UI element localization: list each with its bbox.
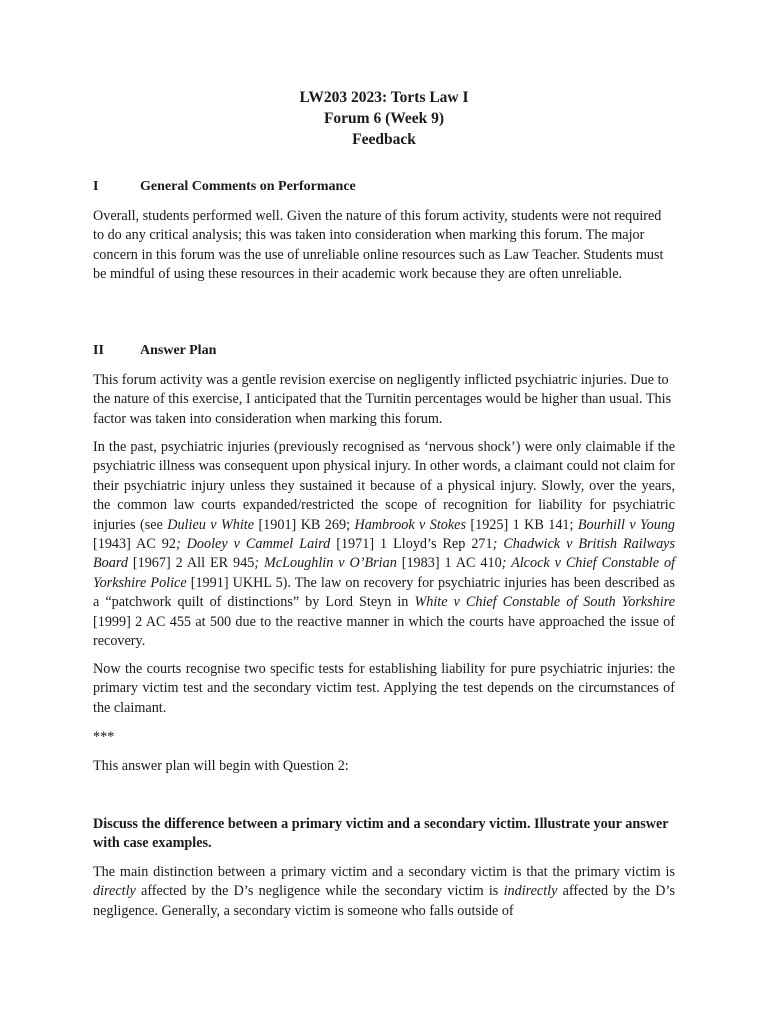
- paragraph-two-tests: Now the courts recognise two specific tests for establishing liability for pure psychiatric injuries: the primary victim test and the secondary victim test. Applying the test depends on the circumstances of the claimant.: [93, 661, 675, 716]
- text-run: [1983] 1 AC 410: [396, 555, 502, 572]
- section-number-2: II: [93, 343, 104, 358]
- paragraph-history: [93, 438, 675, 651]
- paragraph-general-comments: Overall, students performed well. Given the nature of this forum activity, students were not required to do any critical analysis; this was taken into consideration when marking this forum. The major concern in this forum was the use of unreliable online resources such as Law Teacher. Students must be mindful of using these resources in their academic work because they are often unreliable.: [93, 208, 664, 283]
- text-run: [1991] UKHL 5). The law on recovery for psychiatric injuries has been described as a “patchwork quilt of distinctions” by Lord Steyn in: [93, 574, 675, 611]
- case-name: ; Chadwick v British Railways Board: [93, 536, 676, 572]
- case-name: ; Alcock v Chief Constable of Yorkshire Police: [93, 555, 676, 591]
- emphasis-directly: directly: [93, 883, 136, 900]
- paragraph-begin-question: This answer plan will begin with Question 2:: [93, 758, 349, 774]
- text-run: [1967] 2 All ER 945: [127, 555, 255, 572]
- question-heading: Discuss the difference between a primary victim and a secondary victim. Illustrate your answer with case examples.: [93, 816, 669, 852]
- text-run: [1999] 2 AC 455 at 500 due to the reactive manner in which the courts have approached the issue of recovery.: [93, 613, 675, 650]
- text-run: affected by the D’s negligence while the secondary victim is: [135, 883, 504, 900]
- text-run: [1971] 1 Lloyd’s Rep 271: [330, 536, 493, 553]
- title-line-3: Feedback: [352, 131, 416, 148]
- text-run: [1901] KB 269;: [254, 516, 355, 533]
- paragraph-answer-plan-intro: This forum activity was a gentle revision exercise on negligently inflicted psychiatric injuries. Due to the nature of this exercise, I anticipated that the Turnitin percentages would be higher than usual. This factor was taken into consideration when marking this forum.: [93, 372, 672, 427]
- title-line-1: LW203 2023: Torts Law I: [299, 89, 469, 106]
- separator-stars: ***: [93, 729, 115, 745]
- section-heading-1: [93, 179, 356, 195]
- text-run: The main distinction between a primary victim and a secondary victim is that the primary victim is: [93, 864, 675, 880]
- case-name: Bourhill v Young: [577, 516, 676, 533]
- emphasis-indirectly: indirectly: [503, 883, 558, 900]
- text-run: [1925] 1 KB 141;: [465, 516, 578, 533]
- case-name: ; Dooley v Cammel Laird: [175, 536, 331, 553]
- text-run: [1943] AC 92: [93, 536, 176, 553]
- case-name: Hambrook v Stokes: [354, 516, 466, 533]
- section-heading-2: [93, 343, 216, 359]
- case-name: Dulieu v White: [167, 516, 255, 533]
- case-name: White v Chief Constable of South Yorkshire: [414, 594, 675, 611]
- paragraph-distinction: [93, 863, 675, 921]
- case-name: ; McLoughlin v O’Brian: [254, 555, 397, 572]
- document-title: [0, 87, 768, 150]
- section-title-2: Answer Plan: [140, 343, 217, 358]
- text-run: In the past, psychiatric injuries (previously recognised as ‘nervous shock’) were only claimable if the psychiatric illness was consequent upon physical injury. In other words, a claimant could not claim for their psychiatric injury unless they sustained it because of a physical injury. Slowly, over the years, the common law courts expanded/restricted the scope of recognition for liability for psychiatric injuries (see: [93, 439, 675, 533]
- text-run: affected by the D’s negligence. Generally, a secondary victim is someone who falls outside of: [93, 883, 675, 919]
- section-title-1: General Comments on Performance: [140, 179, 356, 194]
- title-line-2: Forum 6 (Week 9): [323, 110, 445, 127]
- section-number-1: I: [93, 179, 99, 194]
